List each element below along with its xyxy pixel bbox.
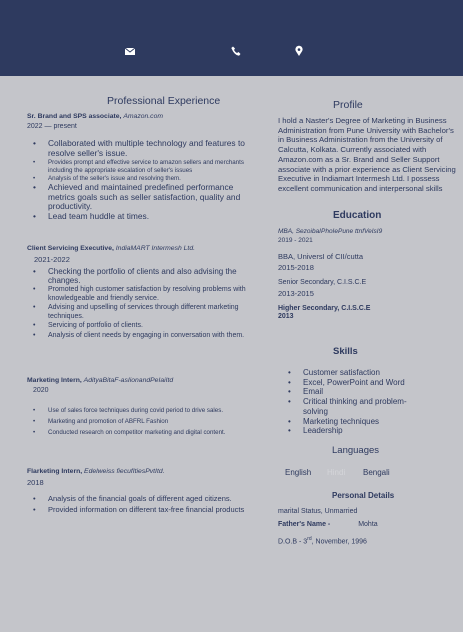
skills-list — [282, 368, 462, 436]
location-pin-icon[interactable] — [293, 45, 305, 57]
job-title — [27, 377, 262, 384]
job-role: Marketing Intern, — [27, 377, 82, 384]
experience-heading: Professional Experience — [107, 95, 221, 107]
education-heading: Education — [333, 210, 382, 221]
list-item: • Promoted high customer satisfaction by resolving problems with knowledgeable and friendly service. — [27, 286, 262, 303]
education-item-name: BBA, UniversI of CII/cutta — [278, 252, 364, 261]
job-company: Edelweiss fiecufItiesPvtItd. — [84, 468, 165, 475]
education-item-date: 2019 - 2021 — [278, 237, 313, 244]
language-bengali: Bengali — [363, 468, 390, 477]
marital-status: marital Status, Unmarried — [278, 508, 358, 515]
list-item: • Marketing techniques — [282, 417, 462, 427]
job-title — [27, 468, 262, 475]
list-item: • Critical thinking and problem-solving — [282, 397, 418, 416]
personal-heading: Personal Details — [332, 491, 395, 500]
job-date: 2022 — present — [27, 123, 77, 130]
job-company: AdityaBitaF-asIionandPeIaiItd — [83, 377, 174, 384]
header-banner — [0, 0, 463, 76]
education-item-date: 2013-2015 — [278, 289, 314, 298]
education-item-date: 2015-2018 — [278, 263, 314, 272]
job-amazon — [27, 113, 262, 221]
list-item: • Analysis of client needs by engaging in conversation with them. — [27, 332, 262, 341]
education-item-name: Senior Secondary, C.I.S.C.E — [278, 279, 367, 286]
job-title — [27, 245, 262, 252]
education-list — [278, 228, 458, 320]
list-item: • Analysis of the seller's issue and resolving them. — [27, 175, 262, 183]
list-item: • Achieved and maintained predefined performance metrics goals such as seller satisfaction, quality and productivity. — [27, 183, 262, 212]
job-role: Client Servicing Executive, — [27, 245, 114, 252]
list-item: • Advising and upselling of services through different marketing techniques. — [27, 304, 262, 321]
list-item: • Collaborated with multiple technology and features to resolve seller's issue. — [27, 139, 262, 158]
list-item: • Use of sales force techniques during covid period to drive sales. — [27, 405, 262, 416]
job-date: 2018 — [27, 478, 44, 487]
job-aditya-birla — [27, 377, 262, 438]
list-item: • Analysis of the financial goals of different aged citizens. — [27, 493, 262, 504]
list-item: • Checking the portfolio of clients and also advising the changes. — [27, 267, 262, 285]
job-indiamart — [27, 245, 262, 340]
father-name-label: Father's Name - — [278, 521, 331, 528]
list-item: • Customer satisfaction — [282, 368, 462, 378]
list-item: • Excel, PowerPoint and Word — [282, 378, 462, 388]
language-hindi: Hindi — [327, 468, 346, 477]
list-item: • Lead team huddle at times. — [27, 212, 262, 222]
date-of-birth — [278, 536, 458, 545]
dob-prefix: D.O.B - 3 — [278, 538, 308, 546]
job-company: IndiaMART Intermesh Ltd. — [115, 245, 195, 252]
list-item: • Marketing and promotion of ABFRL Fashion — [27, 416, 262, 427]
job-date: 2020 — [33, 387, 49, 394]
job-role: Sr. Brand and SPS associate, — [27, 113, 122, 120]
profile-heading: Profile — [333, 99, 363, 111]
job-date: 2021-2022 — [34, 255, 70, 264]
father-name — [278, 521, 458, 528]
dob-rest: , November, 1996 — [311, 538, 367, 546]
job-role: Flarketing Intern, — [27, 468, 83, 475]
education-item-date: 2013 — [278, 313, 294, 320]
education-item-name: MBA, SezoibaIPhoIePune ttnfVeIsI9 — [278, 228, 383, 235]
job-title — [27, 113, 262, 120]
job-company: Amazon.com — [123, 113, 164, 120]
list-item: • Conducted research on competitor marketing and digital content. — [27, 427, 262, 438]
list-item: • Servicing of portfolio of clients. — [27, 322, 262, 331]
mail-icon[interactable] — [124, 45, 136, 57]
father-name-value: Mohta — [358, 521, 378, 528]
language-english: English — [285, 468, 312, 477]
list-item: • Provided information on different tax-free financial products — [27, 504, 262, 515]
list-item: • Email — [282, 387, 462, 397]
list-item: • Provides prompt and effective service to amazon sellers and merchants including the appropriate escalation of seller's issues — [27, 159, 262, 175]
phone-icon[interactable] — [230, 45, 242, 57]
education-item-name: Higher Secondary, C.I.S.C.E — [278, 305, 371, 312]
list-item: • Leadership — [282, 426, 462, 436]
skills-heading: Skills — [333, 346, 358, 357]
profile-text: I hold a Naster's Degree of Marketing in Business Administration from Pune University with Bachelor's in Business Administration from the University of Calcutta, Kolkata. Currently associated with Amazon.com as a Sr. Brand and Seller Support associate with a prior experience as Client Servicing Executive in Indiamart Intermesh Ltd. I possess excellent communication and interpersonal skills — [278, 116, 456, 193]
languages-heading: Languages — [332, 445, 380, 456]
dob-suffix: rd — [307, 536, 312, 542]
job-edelweiss — [27, 468, 262, 515]
